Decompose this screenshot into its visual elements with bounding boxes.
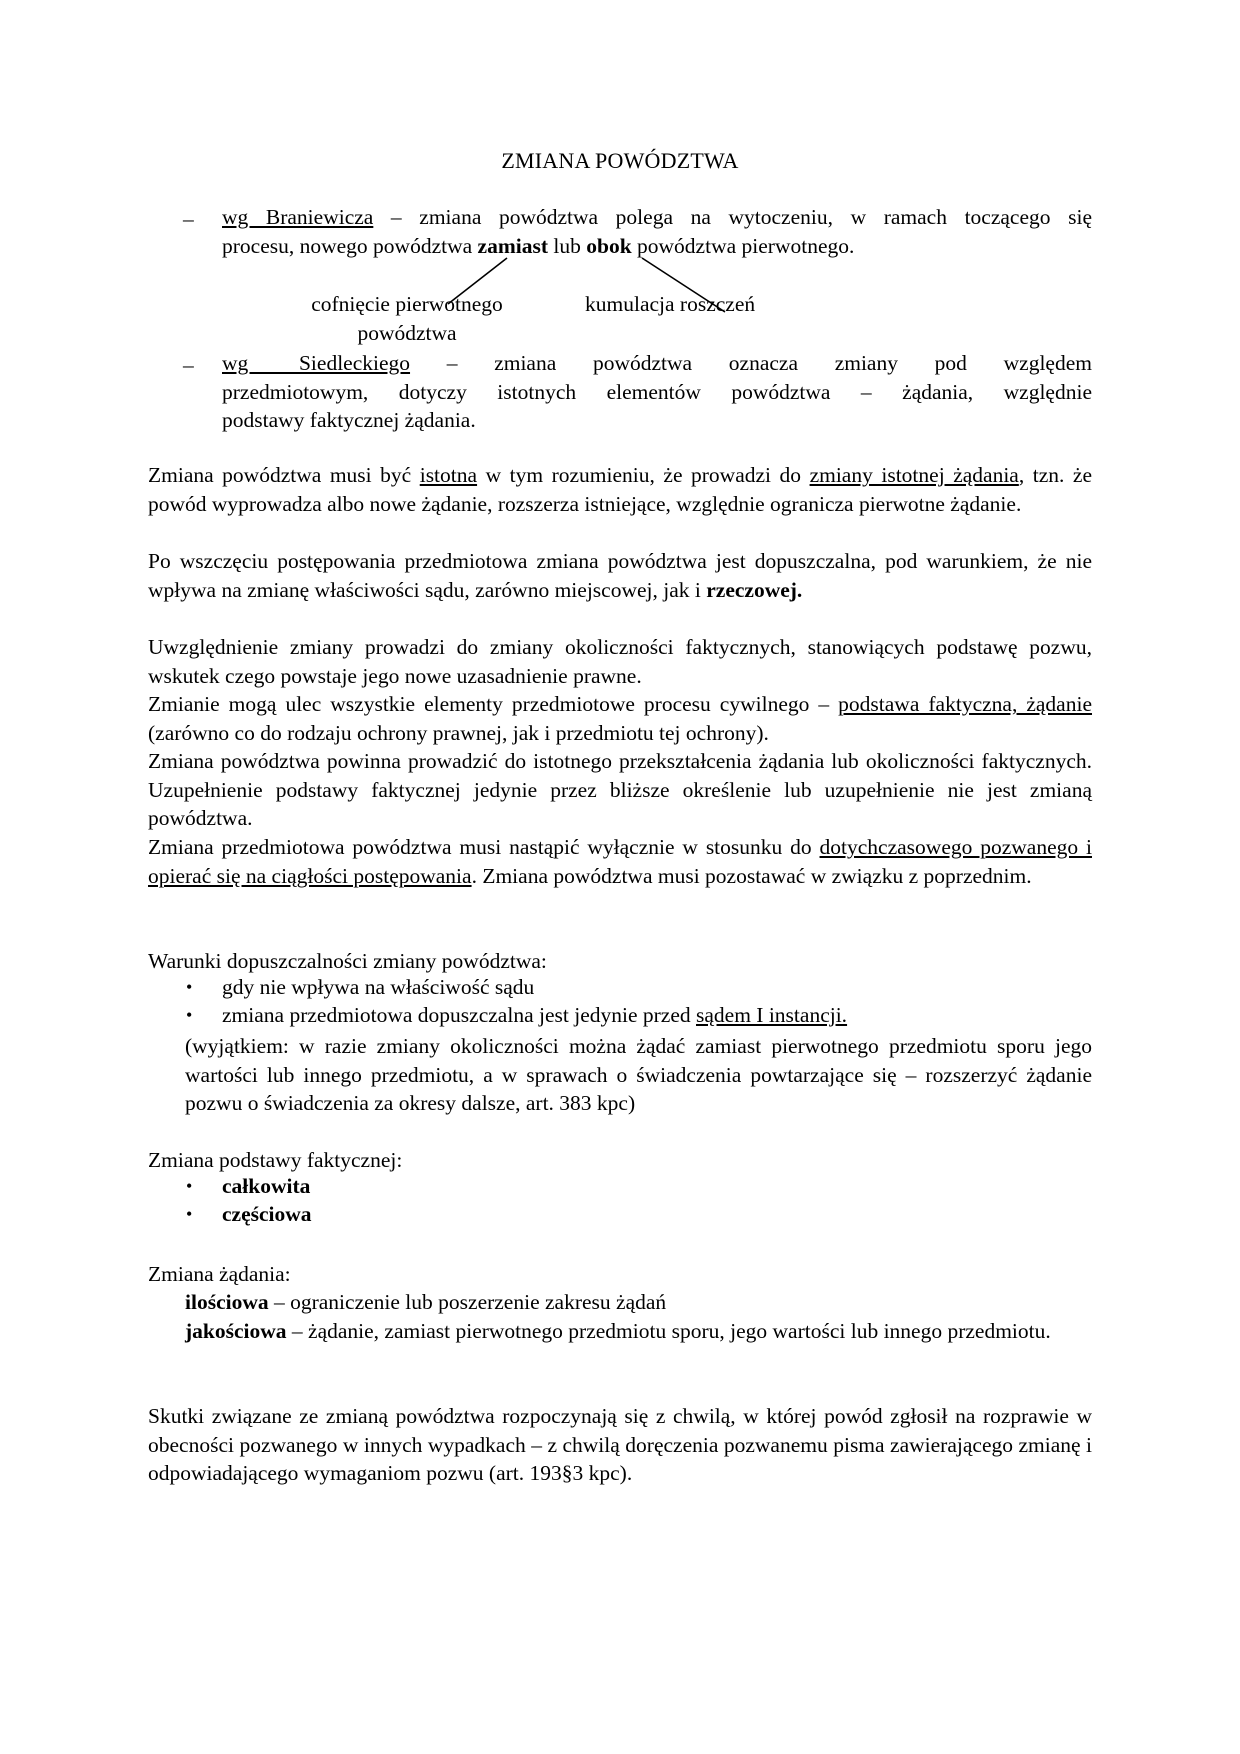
definition-siedlecki (222, 349, 1092, 435)
underlined-text: zmiany istotnej żądania (809, 463, 1019, 487)
underlined-text: sądem I instancji. (696, 1003, 848, 1027)
diagram-label-accumulation: kumulacja roszczeń (585, 292, 756, 316)
text: Zmiana przedmiotowa powództwa musi nastąpić wyłącznie w stosunku do (148, 835, 820, 859)
diagram-label-line: cofnięcie pierwotnego (311, 292, 503, 316)
text: , tzn. że powód wyprowadza albo nowe żądanie, rozszerza istniejące, względnie ogranicza pierwotne żądanie. (148, 463, 1092, 516)
definition-text: – zmiana powództwa polega na wytoczeniu, w ramach toczącego się (373, 205, 1093, 229)
underlined-text: dotychczasowego pozwanego i opierać się na ciągłości postępowania (148, 835, 1092, 888)
underlined-text: podstawa faktyczna, żądanie (838, 692, 1092, 716)
diagram-label-line: powództwa (357, 320, 457, 345)
text: zmiana przedmiotowa dopuszczalna jest jedynie przed (222, 1003, 696, 1027)
bold-obok: obok (586, 234, 632, 258)
condition-item: gdy nie wpływa na właściwość sądu (222, 975, 535, 999)
paragraph-transformation: Zmiana powództwa powinna prowadzić do istotnego przekształcenia żądania lub okoliczności faktycznych. Uzupełnienie podstawy faktycznej jedynie przez bliższe określenie lub uzupełnienie nie jest zmianą powództwa. (148, 749, 1092, 831)
diagram-arrows (0, 0, 1240, 400)
bold-zamiast: zamiast (477, 234, 548, 258)
text: (zarówno co do rodzaju ochrony prawnej, jak i przedmiotu tej ochrony). (148, 720, 769, 745)
text: Zmiana powództwa musi być (148, 463, 420, 487)
condition-item (222, 1003, 847, 1028)
diagram-label-withdrawal (292, 290, 522, 347)
claim-change-item (185, 1288, 1092, 1317)
term: ilościowa (185, 1290, 269, 1314)
bullet-icon: • (186, 1204, 193, 1224)
definition-text: powództwa pierwotnego. (631, 234, 855, 258)
text: Po wszczęciu postępowania przedmiotowa zmiana powództwa jest dopuszczalna, pod warunkiem, że nie wpływa na zmianę właściwości sądu, zarówno miejscowej, jak i (148, 549, 1092, 602)
author-braniewicz: wg Braniewicza (222, 205, 374, 229)
definition-text: procesu, nowego powództwa (222, 234, 478, 258)
bullet-icon: • (186, 977, 193, 997)
definition-line (222, 349, 1092, 378)
definition-text: lub (548, 234, 587, 258)
term: jakościowa (185, 1319, 287, 1343)
bullet-icon: • (186, 1005, 193, 1025)
dash-marker: – (183, 207, 194, 231)
text: . Zmiana powództwa musi pozostawać w związku z poprzednim. (471, 863, 1032, 888)
description: – ograniczenie lub poszerzenie zakresu żądań (268, 1290, 667, 1314)
description: – żądanie, zamiast pierwotnego przedmiotu sporu, jego wartości lub innego przedmiotu. (286, 1319, 1051, 1343)
paragraph-essential-change (148, 461, 1092, 518)
conditions-heading: Warunki dopuszczalności zmiany powództwa: (148, 949, 547, 973)
definition-line: podstawy faktycznej żądania. (222, 408, 476, 433)
author-siedlecki: wg Siedleckiego (222, 351, 411, 375)
conditions-exception: (wyjątkiem: w razie zmiany okoliczności można żądać zamiast pierwotnego przedmiotu sporu jego wartości lub innego przedmiotu, a w sprawach o świadczenia powtarzające się – rozszerzyć żądanie pozwu o świadczenia za okresy dalsze, art. 383 kpc) (185, 1034, 1092, 1116)
claim-change-heading: Zmiana żądania: (148, 1262, 291, 1286)
paragraph-effects: Skutki związane ze zmianą powództwa rozpoczynają się z chwilą, w której powód zgłosił na rozprawie w obecności pozwanego w innych wypadkach – z chwilą doręczenia pozwanemu pisma zawierającego zmianę i odpowiadającego wymaganiom pozwu (art. 193§3 kpc). (148, 1404, 1092, 1486)
bullet-icon: • (186, 1176, 193, 1196)
factual-basis-item: całkowita (222, 1174, 311, 1198)
paragraph-admissibility (148, 547, 1092, 604)
paragraph-consideration: Uwzględnienie zmiany prowadzi do zmiany okoliczności faktycznych, stanowiących podstawę pozwu, wskutek czego powstaje jego nowe uzasadnienie prawne. (148, 635, 1092, 688)
page-title: ZMIANA POWÓDZTWA (501, 148, 739, 173)
factual-basis-heading: Zmiana podstawy faktycznej: (148, 1148, 403, 1172)
claim-change-item (185, 1317, 1092, 1346)
paragraph-subject-change (148, 833, 1092, 890)
factual-basis-item: częściowa (222, 1202, 312, 1226)
text: w tym rozumieniu, że prowadzi do (477, 463, 810, 487)
definition-text: – zmiana powództwa oznacza zmiany pod względem (410, 351, 1092, 375)
paragraph-elements (148, 690, 1092, 747)
underlined-text: istotna (419, 463, 478, 487)
bold-text: rzeczowej. (706, 577, 803, 602)
dash-marker: – (183, 353, 194, 377)
text: Zmianie mogą ulec wszystkie elementy przedmiotowe procesu cywilnego – (148, 692, 839, 716)
definition-line: przedmiotowym, dotyczy istotnych elementów powództwa – żądania, względnie (222, 379, 1092, 404)
